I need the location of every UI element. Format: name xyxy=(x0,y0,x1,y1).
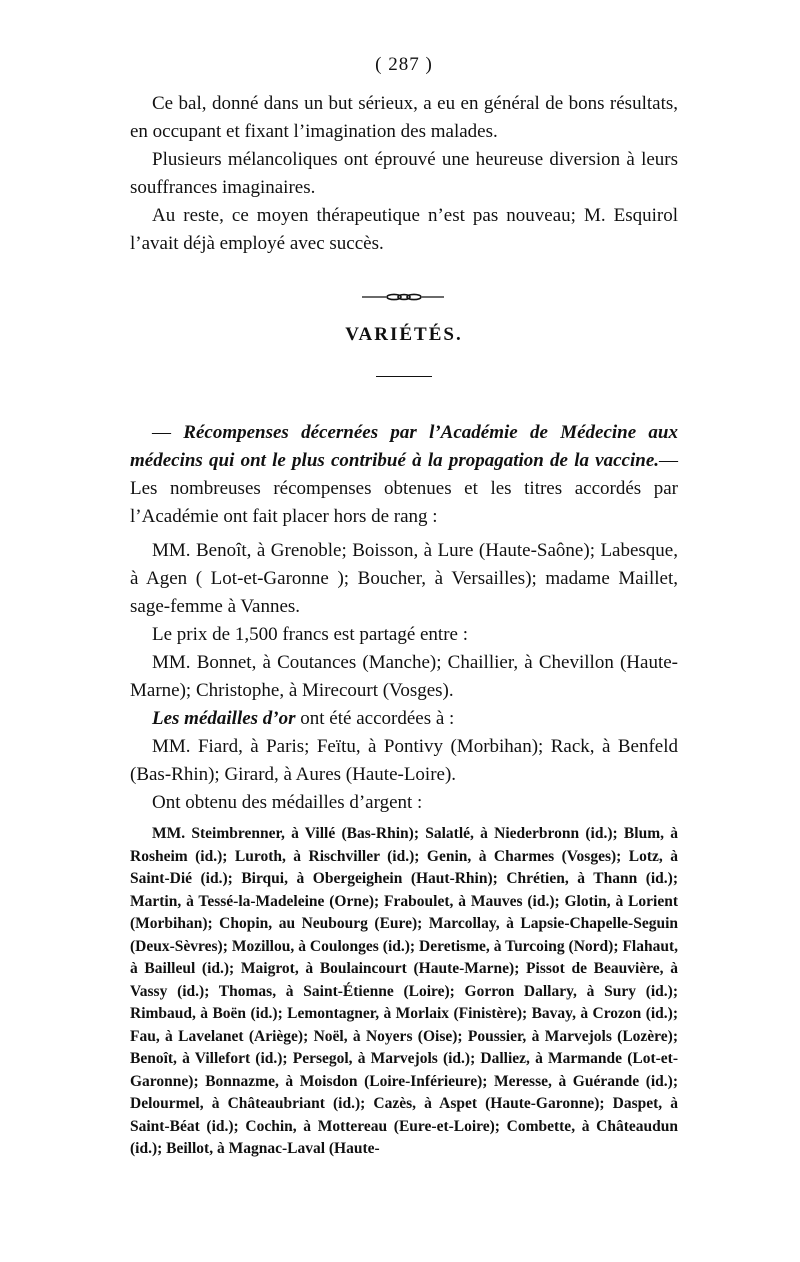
page-number: ( 287 ) xyxy=(375,54,433,75)
title-rule xyxy=(376,376,432,377)
or-list: MM. Fiard, à Paris; Feïtu, à Pontivy (Morbihan); Rack, à Benfeld (Bas-Rhin); Girard, à Aures (Haute-Loire). xyxy=(130,736,678,785)
hors-rang-list: MM. Benoît, à Grenoble; Boisson, à Lure (Haute-Saône); Labesque, à Agen ( Lot-et-Garonne ); Boucher, à Versailles); madame Maillet, sage-femme à Vannes. xyxy=(130,540,678,617)
page xyxy=(130,54,678,1161)
prix-list: MM. Bonnet, à Coutances (Manche); Chaillier, à Chevillon (Haute-Marne); Christophe, à Mirecourt (Vosges). xyxy=(130,652,678,701)
heading-dash-end: — xyxy=(659,450,678,471)
or-intro xyxy=(130,705,678,733)
heading-tail: Les nombreuses récompenses obtenues et les titres accordés par l’Académie ont fait placer hors de rang : xyxy=(130,478,678,527)
article-heading xyxy=(130,419,678,531)
or-tail: ont été accordées à : xyxy=(295,708,455,729)
argent-list: MM. Steimbrenner, à Villé (Bas-Rhin); Salatlé, à Niederbronn (id.); Blum, à Rosheim (id.); Luroth, à Rischviller (id.); Genin, à Charmes (Vosges); Lotz, à Saint-Dié (id.); Birqui, à Obergeighein (Haut-Rhin); Chrétien, à Thann (id.); Martin, à Tessé-la-Madeleine (Orne); Fraboulet, à Mauves (id.); Glotin, à Lorient (Morbihan); Chopin, au Neubourg (Eure); Marcollay, à Lapsie-Chapelle-Seguin (Deux-Sèvres); Mozillou, à Coulonges (id.); Deretisme, à Turcoing (Nord); Flahaut, à Bailleul (id.); Maigrot, à Boulaincourt (Haute-Marne); Pissot de Beauvière, à Vassy (id.); Thomas, à Saint-Étienne (Loire); Gorron Dallary, à Sury (id.); Rimbaud, à Boën (id.); Lemontagner, à Morlaix (Finistère); Bavay, à Crozon (id.); Fau, à Lavelanet (Ariège); Noël, à Noyers (Oise); Poussier, à Marvejols (Lozère); Benoît, à Villefort (id.); Persegol, à Marvejols (id.); Dalliez, à Marmande (Lot-et-Garonne); Bonnazme, à Moisdon (Loire-Inférieure); Meresse, à Guérande (id.); Delourmel, à Châteaubriant (id.); Cazès, à Aspet (Haute-Garonne); Daspet, à Saint-Béat (id.); Cochin, à Mottereau (Eure-et-Loire); Combette, à Châteaudun (id.); Beillot, à Magnac-Laval (Haute- xyxy=(130,825,678,1157)
argent-intro: Ont obtenu des médailles d’argent : xyxy=(152,792,423,813)
heading-italic: Récompenses décernées par l’Académie de Médecine aux médecins qui ont le plus contribué à la propagation de la vaccine. xyxy=(130,422,679,471)
section-title: VARIÉTÉS. xyxy=(345,324,463,345)
intro-paragraph-3: Au reste, ce moyen thérapeutique n’est pas nouveau; M. Esquirol l’avait déjà employé avec succès. xyxy=(130,205,678,254)
prix-intro: Le prix de 1,500 francs est partagé entre : xyxy=(152,624,469,645)
intro-paragraph-2: Plusieurs mélancoliques ont éprouvé une heureuse diversion à leurs souffrances imaginaires. xyxy=(130,149,678,198)
intro-paragraph-1: Ce bal, donné dans un but sérieux, a eu en général de bons résultats, en occupant et fixant l’imagination des malades. xyxy=(130,93,678,142)
or-italic: Les médailles d’or xyxy=(152,708,296,729)
heading-dash: — xyxy=(152,422,184,443)
ornament-divider xyxy=(130,282,678,308)
ornament-icon xyxy=(344,282,464,308)
